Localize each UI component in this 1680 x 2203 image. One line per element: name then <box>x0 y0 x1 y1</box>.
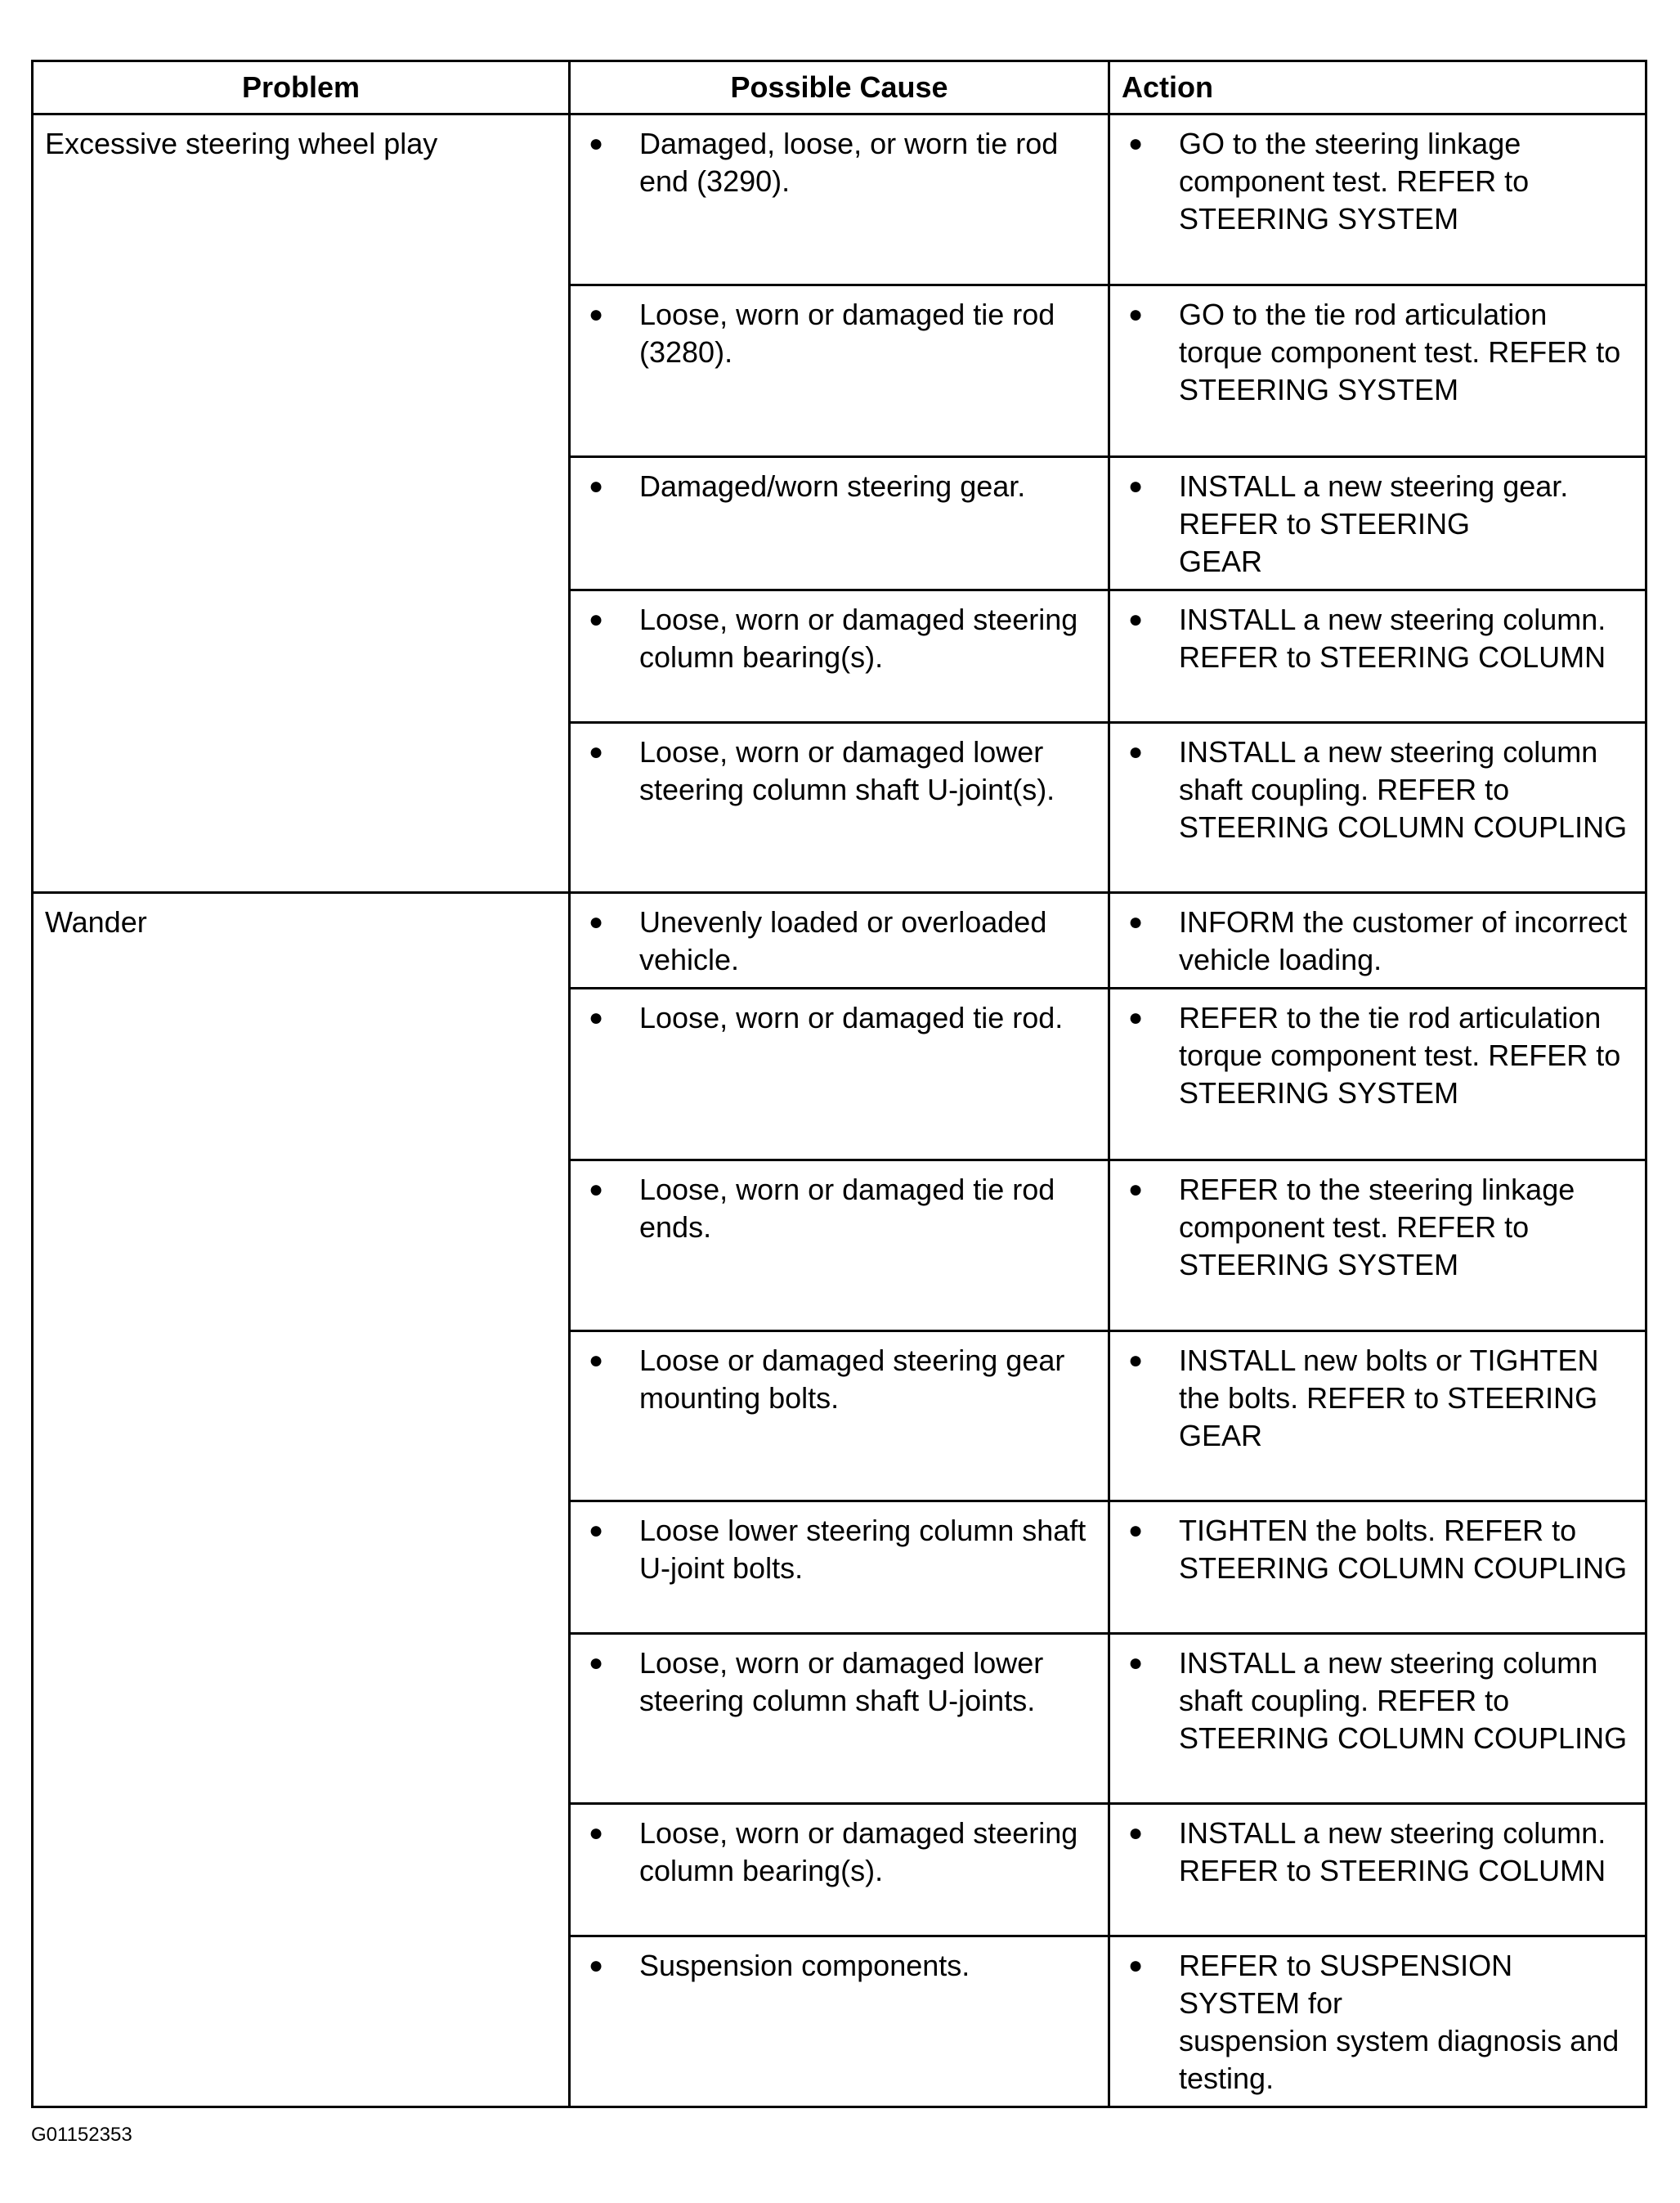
cause-text: Loose, worn or damaged tie rod ends. <box>639 1173 1055 1244</box>
action-text: INSTALL a new steering column shaft coupling. REFER to STEERING COLUMN COUPLING <box>1179 1646 1628 1755</box>
bullet-icon: ● <box>1128 606 1144 633</box>
bullet-icon: ● <box>589 909 604 935</box>
cause-text: Loose, worn or damaged tie rod (3280). <box>639 298 1055 369</box>
bullet-icon: ● <box>589 606 604 633</box>
cause-cell <box>570 989 1109 1160</box>
action-text: GO to the steering linkage component test. REFER to STEERING SYSTEM <box>1179 127 1530 236</box>
action-cell <box>1109 1804 1646 1936</box>
bullet-icon: ● <box>1128 909 1144 935</box>
action-cell <box>1109 1331 1646 1501</box>
bullet-icon: ● <box>1128 1517 1144 1544</box>
cause-cell <box>570 590 1109 723</box>
cause-text: Loose, worn or damaged lower steering column shaft U-joint(s). <box>639 735 1055 806</box>
cause-cell <box>570 1936 1109 2107</box>
action-cell <box>1109 285 1646 457</box>
cause-cell <box>570 1804 1109 1936</box>
bullet-icon: ● <box>589 1347 604 1374</box>
action-text: INSTALL a new steering column. REFER to STEERING COLUMN <box>1179 1816 1606 1887</box>
cause-text: Unevenly loaded or overloaded vehicle. <box>639 905 1047 976</box>
cause-cell <box>570 893 1109 989</box>
bullet-icon: ● <box>589 738 604 765</box>
cause-text: Damaged, loose, or worn tie rod end (3290). <box>639 127 1059 198</box>
cause-cell <box>570 285 1109 457</box>
bullet-icon: ● <box>589 130 604 157</box>
bullet-icon: ● <box>1128 1004 1144 1031</box>
action-cell <box>1109 723 1646 893</box>
header-possible-cause: Possible Cause <box>570 61 1109 114</box>
cause-text: Suspension components. <box>639 1949 970 1982</box>
action-cell <box>1109 893 1646 989</box>
bullet-icon: ● <box>1128 1952 1144 1979</box>
action-text: INFORM the customer of incorrect vehicle loading. <box>1179 905 1628 976</box>
bullet-icon: ● <box>1128 130 1144 157</box>
action-text: GO to the tie rod articulation torque component test. REFER to STEERING SYSTEM <box>1179 298 1621 406</box>
bullet-icon: ● <box>1128 738 1144 765</box>
bullet-icon: ● <box>589 1952 604 1979</box>
header-row <box>33 61 1646 114</box>
figure-id: G01152353 <box>31 2124 132 2146</box>
action-cell <box>1109 590 1646 723</box>
bullet-icon: ● <box>1128 1347 1144 1374</box>
cause-text: Loose lower steering column shaft U-joint bolts. <box>639 1514 1086 1585</box>
action-text: INSTALL new bolts or TIGHTEN the bolts. REFER to STEERING GEAR <box>1179 1344 1599 1452</box>
cause-cell <box>570 1501 1109 1634</box>
bullet-icon: ● <box>1128 301 1144 328</box>
action-text: REFER to the steering linkage component test. REFER to STEERING SYSTEM <box>1179 1173 1575 1281</box>
action-text: INSTALL a new steering column shaft coupling. REFER to STEERING COLUMN COUPLING <box>1179 735 1628 844</box>
bullet-icon: ● <box>589 1517 604 1544</box>
header-action: Action <box>1109 61 1646 114</box>
bullet-icon: ● <box>589 301 604 328</box>
action-text: REFER to SUSPENSION SYSTEM for suspension system diagnosis and testing. <box>1179 1949 1620 2095</box>
action-cell <box>1109 457 1646 590</box>
bullet-icon: ● <box>589 1004 604 1031</box>
action-cell <box>1109 1634 1646 1804</box>
cause-cell <box>570 1160 1109 1331</box>
cause-cell <box>570 114 1109 285</box>
cause-cell <box>570 1331 1109 1501</box>
cause-cell <box>570 1634 1109 1804</box>
table-row <box>33 114 1646 285</box>
action-text: INSTALL a new steering column. REFER to STEERING COLUMN <box>1179 603 1606 674</box>
bullet-icon: ● <box>1128 1649 1144 1676</box>
cause-text: Loose or damaged steering gear mounting bolts. <box>639 1344 1065 1415</box>
table-row <box>33 893 1646 989</box>
bullet-icon: ● <box>1128 473 1144 500</box>
action-text: TIGHTEN the bolts. REFER to STEERING COLUMN COUPLING <box>1179 1514 1628 1585</box>
action-cell <box>1109 1160 1646 1331</box>
problem-cell: Wander <box>33 893 570 2107</box>
header-problem: Problem <box>33 61 570 114</box>
bullet-icon: ● <box>589 1649 604 1676</box>
action-cell <box>1109 1936 1646 2107</box>
cause-text: Loose, worn or damaged steering column bearing(s). <box>639 1816 1078 1887</box>
cause-text: Loose, worn or damaged steering column bearing(s). <box>639 603 1078 674</box>
action-cell <box>1109 989 1646 1160</box>
cause-cell <box>570 723 1109 893</box>
bullet-icon: ● <box>1128 1176 1144 1203</box>
bullet-icon: ● <box>1128 1819 1144 1846</box>
bullet-icon: ● <box>589 1819 604 1846</box>
action-text: REFER to the tie rod articulation torque component test. REFER to STEERING SYSTEM <box>1179 1001 1621 1110</box>
cause-text: Damaged/worn steering gear. <box>639 469 1026 503</box>
action-text: INSTALL a new steering gear. REFER to STEERING GEAR <box>1179 469 1569 578</box>
diagnosis-table <box>31 60 1647 2108</box>
action-cell <box>1109 114 1646 285</box>
action-cell <box>1109 1501 1646 1634</box>
cause-cell <box>570 457 1109 590</box>
bullet-icon: ● <box>589 1176 604 1203</box>
cause-text: Loose, worn or damaged tie rod. <box>639 1001 1064 1034</box>
bullet-icon: ● <box>589 473 604 500</box>
problem-cell: Excessive steering wheel play <box>33 114 570 893</box>
cause-text: Loose, worn or damaged lower steering column shaft U-joints. <box>639 1646 1044 1717</box>
